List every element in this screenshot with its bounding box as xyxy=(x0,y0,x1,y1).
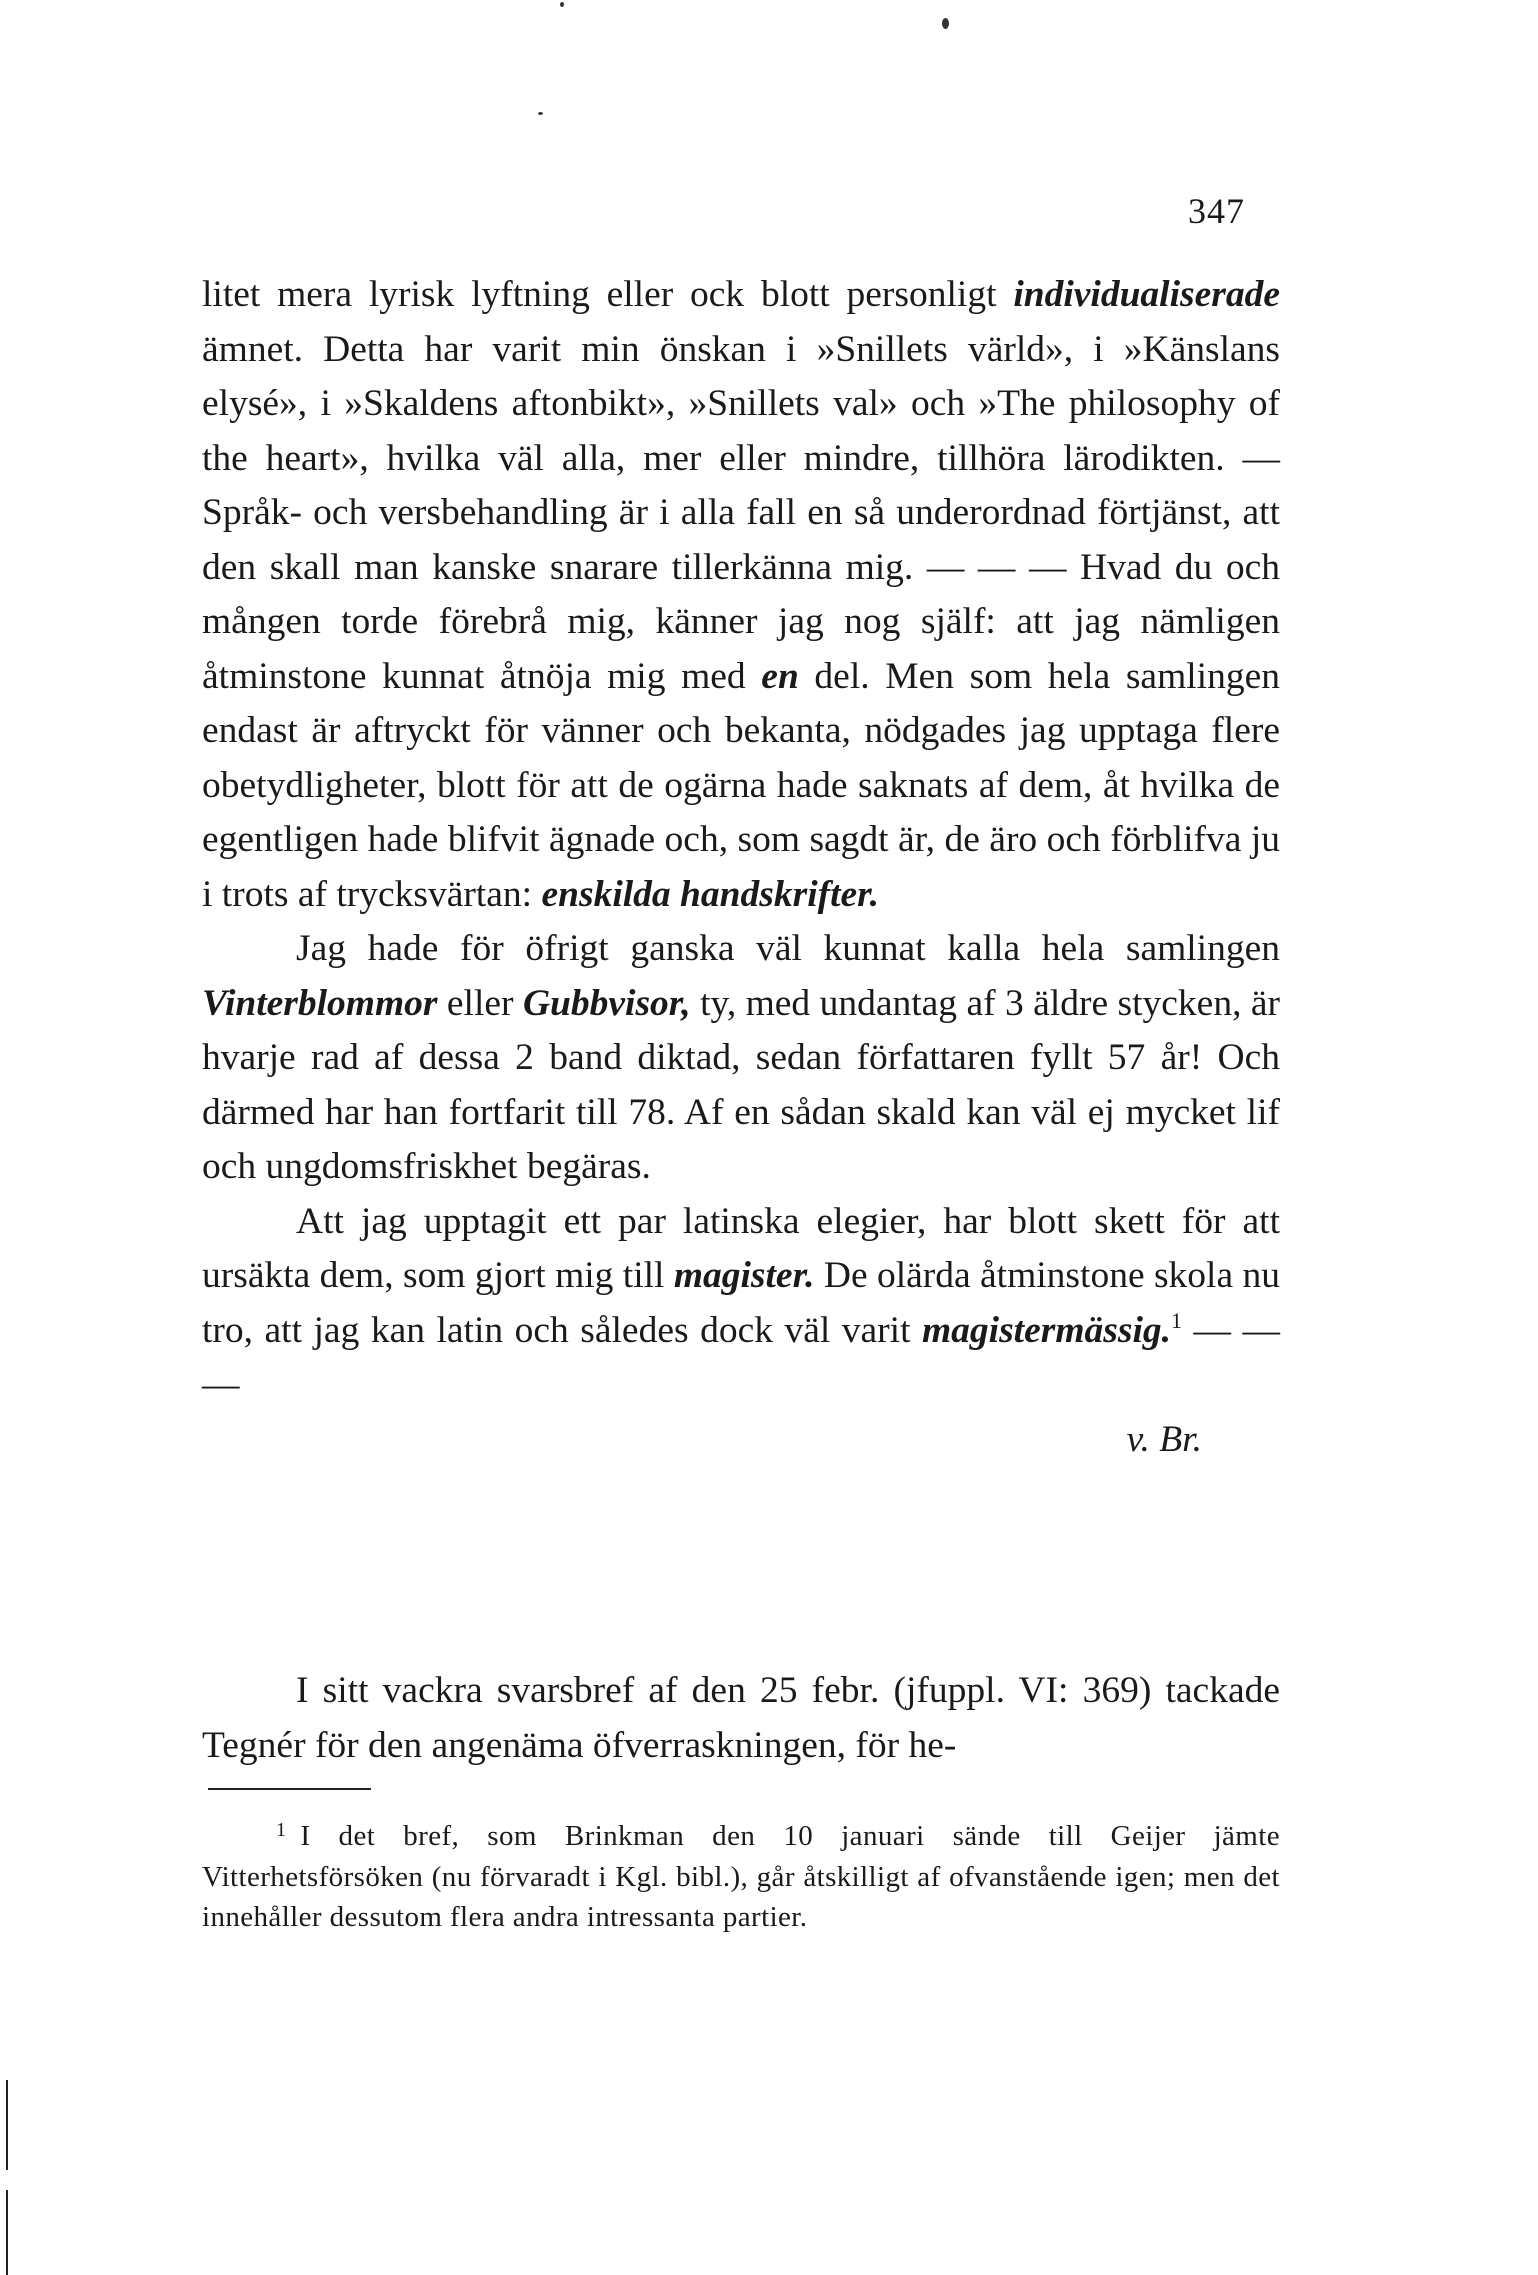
paragraph-3 xyxy=(202,1195,1280,1413)
p1-text-a: litet mera lyrisk lyftning eller ock blott personligt xyxy=(202,274,1014,315)
p2-text-a: Jag hade för öfrigt ganska väl kunnat kalla hela samlingen xyxy=(296,928,1280,969)
p1-italic-individualiserade: individualiserade xyxy=(1013,274,1280,315)
footnote-reference: 1 xyxy=(1171,1307,1182,1333)
p3-text-e: — — — xyxy=(202,1309,1281,1405)
p1-italic-enskilda-handskrifter: enskilda handskrifter. xyxy=(541,873,880,915)
page-number: 347 xyxy=(1188,191,1245,231)
scan-margin-line-lower xyxy=(6,2190,8,2275)
p2-italic-vinterblommor: Vinterblommor xyxy=(202,982,438,1024)
p1-text-c: ämnet. Detta har varit min önskan i »Snillets värld», i »Känslans elysé», i »Skaldens aftonbikt», »Snillets val» och »The philosophy of the heart», hvilka väl alla, mer eller mindre, tillhöra lärodikten. — Språk- och versbehandling är i alla fall en så underordnad förtjänst, att den skall man kanske snarare tillerkänna mig. — — — Hvad du och mången torde förebrå mig, känner jag nog själf: att jag nämligen åtminstone kunnat åtnöja mig med xyxy=(202,328,1280,697)
scan-speck xyxy=(538,112,543,115)
p3-text-c: De olärda åtminstone skola nu tro, att jag kan latin och således dock väl varit xyxy=(202,1255,1280,1351)
paragraph-1 xyxy=(202,268,1280,922)
paragraph-2 xyxy=(202,922,1280,1195)
p3-text-a: Att jag upptagit ett par latinska elegier, har blott skett för att ursäkta dem, som gjort mig till xyxy=(202,1200,1280,1296)
scan-speck xyxy=(560,2,564,7)
scan-speck xyxy=(942,18,949,29)
p3-italic-magister: magister. xyxy=(673,1255,815,1296)
p2-text-e: ty, med undantag af 3 äldre stycken, är hvarje rad af dessa 2 band diktad, sedan författaren fyllt 57 år! Och därmed har han fortfarit till 78. Af en sådan skald kan väl ej mycket lif och ungdomsfriskhet begäras. xyxy=(202,982,1281,1187)
footnote-rule xyxy=(208,1788,371,1790)
paragraph-4: I sitt vackra svarsbref af den 25 febr. (jfuppl. VI: 369) tackade Tegnér för den angenäma öfverraskningen, för he- xyxy=(202,1670,1280,1766)
footnote-mark: 1 xyxy=(276,1819,287,1841)
p1-text-e: del. Men som hela samlingen endast är aftryckt för vänner och bekanta, nödgades jag upptaga flere obetydligheter, blott för att de ogärna hade saknats af dem, åt hvilka de egentligen hade blifvit ägnade och, som sagdt är, de äro och förblifva ju i trots af trycksvärtan: xyxy=(202,655,1280,915)
footnote-text: I det bref, som Brinkman den 10 januari sände till Geijer jämte Vitterhetsförsöken (nu förvaradt i Kgl. bibl.), går åtskilligt af ofvanstående igen; men det innehåller dessutom flera andra intressanta partier. xyxy=(202,1820,1280,1933)
p2-text-c: eller xyxy=(437,982,523,1024)
signature: v. Br. xyxy=(1126,1418,1202,1460)
p2-italic-gubbvisor: Gubbvisor, xyxy=(522,982,691,1024)
scan-margin-line-upper xyxy=(6,2080,8,2170)
footnote xyxy=(202,1810,1280,1938)
p3-italic-magistermassig: magistermässig. xyxy=(922,1309,1171,1351)
main-text xyxy=(202,268,1280,1467)
p1-italic-en: en xyxy=(761,655,799,697)
